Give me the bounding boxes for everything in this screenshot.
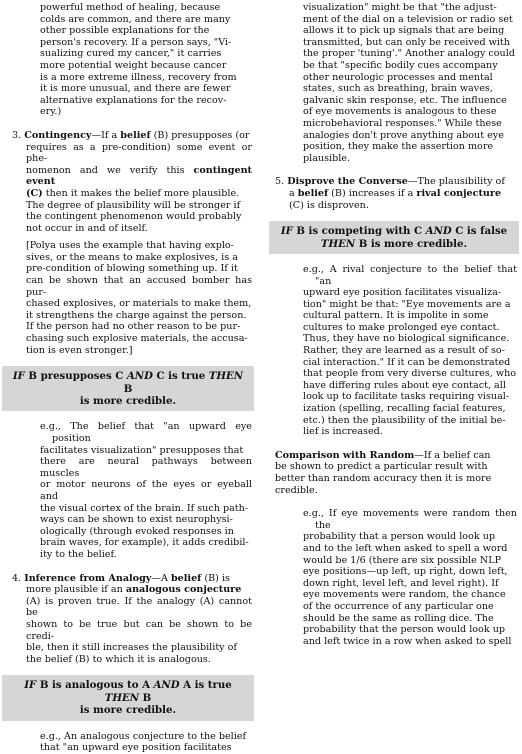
text-line: person's recovery. If a person says, "Vi-	[40, 36, 232, 48]
text-fragment: C is true	[152, 370, 209, 383]
text-line: plausible.	[303, 152, 351, 164]
text-line: alternative explanations for the recov-	[40, 94, 227, 106]
text-fragment: THEN	[208, 370, 244, 383]
text-fragment: nomenon and we verify this	[26, 164, 185, 176]
text-line: If the person had no other reason to be pur-	[26, 321, 241, 333]
text-line: (A) is proven true. If the analogy (A) cannot be	[26, 595, 252, 619]
text-line: probability that a person would look up	[303, 531, 496, 543]
text-fragment: B presupposes C	[24, 370, 127, 383]
contingent-event-term: contingent event	[26, 164, 252, 188]
text-line: visualization" might be that "the adjust-	[303, 2, 497, 13]
text-line: colds are common, and there are many	[40, 13, 231, 25]
text-line: the visual cortex of the brain. If such path-	[40, 502, 249, 514]
text-line: cultures to make prolonged eye contact.	[303, 321, 500, 333]
text-line: ment of the dial on a television or radio set	[303, 13, 513, 25]
text-line: microbehavioral responses." While these	[303, 117, 502, 129]
text-line: or motor neurons of the eyes or eyeball and	[40, 479, 252, 502]
text-line: other possible explanations for the	[40, 25, 210, 37]
text-line: cial interaction." If it can be demonstrated	[303, 356, 511, 368]
text-line: e.g., A rival conjecture to the belief that "an	[303, 263, 517, 287]
analogy-continued	[267, 0, 519, 164]
analogous-term: analogous conjecture	[125, 584, 242, 596]
text-line: requires as a pre-condition) some event or phe-	[26, 141, 252, 165]
text-line: e.g., An analogous conjecture to the belief	[40, 730, 247, 742]
text-fragment: (B) is	[201, 572, 230, 584]
text-line: e.g., If eye movements were random then the	[303, 508, 517, 531]
text-fragment: B	[139, 691, 152, 704]
text-line: look up to facilitate tasks requiring visual-	[303, 391, 510, 403]
text-line: would be 1/6 (there are six possible NLP	[303, 554, 502, 566]
item-title: Contingency	[24, 129, 92, 141]
text-line: galvanic skin response, etc. The influence	[303, 94, 507, 106]
text-line: position, they make the assertion more	[303, 141, 494, 153]
text-line: down right, level left, and level right). If	[303, 577, 499, 589]
left-column	[0, 0, 258, 754]
text-line: pre-condition of blowing something up. If it	[26, 263, 238, 275]
text-line: credible.	[275, 484, 318, 496]
comparison-random	[267, 450, 519, 496]
item-title: Disprove the Converse	[287, 176, 408, 188]
text-fragment: IF	[280, 225, 293, 238]
text-line: that "an upward eye position facilitates	[40, 742, 232, 754]
text-line: not occur in and of itself.	[26, 222, 148, 234]
text-fragment: A is true	[179, 679, 232, 692]
item-disprove-converse	[267, 176, 519, 211]
text-line: is more credible.	[79, 704, 177, 717]
text-fragment: (B) presupposes (or	[153, 129, 250, 141]
top-paragraph	[0, 0, 258, 118]
text-line: and to the left when asked to spell a word	[303, 542, 508, 554]
text-fragment: (B) increases if a	[328, 187, 417, 199]
rule-analogous	[2, 675, 254, 720]
text-line: lief is increased.	[303, 426, 383, 438]
text-line: better than random accuracy then it is more	[275, 473, 492, 484]
text-line: can be shown that an accused bomber has pur-	[26, 275, 252, 298]
text-fragment: THEN	[104, 691, 140, 704]
rule-presupposes	[2, 366, 254, 411]
text-fragment: B is competing with C	[292, 225, 426, 238]
text-fragment: THEN	[320, 237, 356, 250]
rule-competing	[269, 221, 519, 254]
text-line: etc.) then the plausibility of the initial be-	[303, 414, 506, 426]
text-line: sives, or the means to make explosives, is a	[26, 251, 238, 263]
text-fragment: a	[289, 187, 298, 199]
text-line: powerful method of healing, because	[40, 2, 221, 13]
text-line: Rather, they are learned as a result of so-	[303, 345, 505, 357]
text-fragment: IF	[24, 679, 37, 692]
text-fragment: then it makes the belief more plausible.	[42, 187, 240, 199]
example-rival	[267, 264, 519, 438]
text-line: cultural pattern. It is impolite in some	[303, 310, 489, 322]
text-fragment: —If a	[91, 129, 118, 141]
belief-term: belief	[297, 187, 329, 199]
text-line: ologically (through evoked responses in	[40, 525, 234, 537]
text-line: chasing such explosive materials, the accusa-	[26, 333, 248, 345]
item-analogy	[0, 573, 258, 666]
item-number: 4.	[12, 572, 22, 584]
text-line: is a more extreme illness, recovery from	[40, 71, 237, 83]
text-line: shown to be true but can be shown to be credi-	[26, 618, 252, 642]
text-line: of eye movements is analogous to these	[303, 106, 497, 118]
text-line: eye positions—up left, up right, down left,	[303, 566, 508, 578]
text-fragment: —The plausibility of	[407, 176, 505, 188]
section-title: Comparison with Random	[275, 449, 415, 461]
text-line: (C) is disproven.	[289, 199, 369, 211]
example-random	[267, 508, 519, 647]
text-line: chased explosives, or materials to make them,	[26, 298, 252, 310]
example-presupposes	[0, 421, 258, 560]
text-line: analogies don't prove anything about eye	[303, 129, 504, 141]
text-line: ization (spelling, recalling facial features,	[303, 403, 506, 415]
text-line: it strengthens the charge against the person.	[26, 309, 247, 321]
text-line: tion" might be that: "Eye movements are a	[303, 298, 511, 310]
item-title: Inference from Analogy	[24, 572, 152, 584]
rival-term: rival conjecture	[416, 187, 502, 199]
text-line: allows it to pick up signals that are being	[303, 25, 505, 37]
text-line: that people from very diverse cultures, who	[303, 368, 517, 380]
text-line: The degree of plausibility will be stronger if	[26, 199, 241, 211]
text-line: ways can be shown to exist neurophysi-	[40, 514, 233, 526]
text-fragment: AND	[153, 679, 180, 692]
text-line: other neurologic processes and mental	[303, 71, 493, 83]
text-line: be shown to predict a particular result with	[275, 461, 488, 473]
text-line: [Polya uses the example that having explo-	[26, 240, 234, 252]
text-fragment: AND	[425, 225, 452, 238]
text-fragment: IF	[12, 370, 25, 383]
text-line: upward eye position facilitates visualiza-	[303, 287, 502, 299]
text-line: ble, then it still increases the plausibility of	[26, 642, 237, 654]
text-fragment: B	[123, 382, 133, 395]
belief-term: belief	[120, 129, 151, 141]
text-line: it is more unusual, and there are fewer	[40, 83, 231, 95]
right-column	[267, 0, 519, 647]
text-line: be that "specific bodily cues accompany	[303, 59, 498, 71]
text-line: states, such as breathing, brain waves,	[303, 83, 493, 95]
text-line: more potential weight because cancer	[40, 59, 227, 71]
text-line: tion is even stronger.]	[26, 344, 133, 356]
text-fragment: —If a belief can	[414, 449, 491, 461]
item-number: 3.	[12, 129, 22, 141]
text-line: ery.)	[40, 106, 62, 118]
text-line: brain waves, for example), it adds credibil-	[40, 537, 249, 549]
text-line: ity to the belief.	[40, 548, 117, 560]
belief-term: belief	[170, 572, 202, 584]
item-contingency	[0, 130, 258, 234]
text-fragment: (C)	[26, 187, 43, 199]
text-line: there are neural pathways between muscles	[40, 456, 252, 479]
text-fragment: B is analogous to A	[36, 679, 154, 692]
text-line: the proper 'tuning'." Another analogy could	[303, 48, 515, 60]
text-line: e.g., The belief that "an upward eye position	[40, 421, 252, 445]
text-line: the contingent phenomenon would probably	[26, 211, 242, 223]
text-fragment: AND	[126, 370, 153, 383]
text-line: sualizing cured my cancer," it carries	[40, 48, 222, 60]
text-fragment: —A	[151, 572, 168, 584]
text-line: probability that the person would look up	[303, 624, 506, 636]
text-fragment: C is false	[451, 225, 508, 238]
text-line: eye movements were random, the chance	[303, 589, 506, 601]
item-number: 5.	[275, 176, 285, 188]
text-line: should be the same as rolling dice. The	[303, 612, 494, 624]
text-line: and left twice in a row when asked to spell	[303, 635, 512, 647]
text-line: is more credible.	[79, 395, 177, 408]
text-line: of the occurrence of any particular one	[303, 600, 494, 612]
text-line: Thus, they have no biological significance.	[303, 333, 510, 345]
text-line: have differing rules about eye contact, all	[303, 379, 506, 391]
text-fragment: more plausible if an	[26, 584, 123, 596]
text-fragment: B is more credible.	[355, 237, 468, 250]
text-line: facilitates visualization" presupposes that	[40, 444, 244, 456]
text-line: the belief (B) to which it is analogous.	[26, 653, 211, 665]
text-line: transmitted, but can only be received with	[303, 36, 510, 48]
polya-note	[0, 240, 258, 356]
example-analogy-start	[0, 731, 258, 754]
